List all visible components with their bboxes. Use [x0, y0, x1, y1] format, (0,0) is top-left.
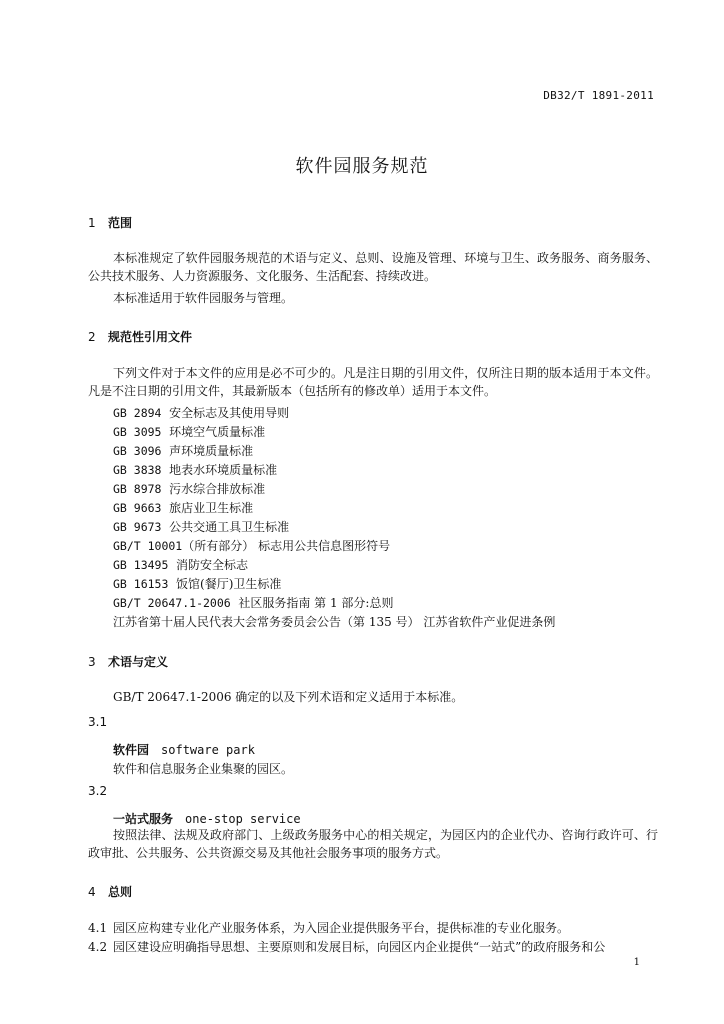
reference-item: GB/T 10001（所有部分） 标志用公共信息图形符号: [113, 539, 391, 553]
reference-item: 江苏省第十届人民代表大会常务委员会公告（第 135 号） 江苏省软件产业促进条例: [113, 615, 556, 629]
section-number: 4: [88, 885, 96, 899]
term-entry: 一站式服务 one-stop service: [113, 812, 301, 826]
reference-item: GB 16153 饭馆(餐厅)卫生标准: [113, 577, 282, 591]
section-3-intro: GB/T 20647.1-2006 确定的以及下列术语和定义适用于本标准。: [113, 690, 464, 704]
section-1-paragraph-1: 本标准规定了软件园服务规范的术语与定义、总则、设施及管理、环境与卫生、政务服务、商务服务、公共技术服务、人力资源服务、文化服务、生活配套、持续改进。: [88, 251, 658, 283]
reference-item: GB 3095 环境空气质量标准: [113, 425, 266, 439]
reference-item: GB 9663 旅店业卫生标准: [113, 501, 254, 515]
section-number: 1: [88, 216, 96, 230]
section-2-heading: [88, 328, 192, 345]
document-title: 软件园服务规范: [295, 156, 429, 177]
reference-item: GB 2894 安全标志及其使用导则: [113, 406, 290, 420]
section-title: 规范性引用文件: [108, 330, 193, 344]
reference-item: GB 13495 消防安全标志: [113, 558, 249, 572]
page-number: 1: [633, 957, 640, 968]
reference-item: GB/T 20647.1-2006 社区服务指南 第 1 部分:总则: [113, 596, 394, 610]
section-number: 3: [88, 655, 96, 669]
section-title: 总则: [108, 885, 133, 899]
standard-code: DB32/T 1891-2011: [543, 89, 654, 102]
clause-item: 4.2 园区建设应明确指导思想、主要原则和发展目标，向园区内企业提供“一站式”的政府服务和公: [88, 940, 606, 954]
clause-item: 4.1 园区应构建专业化产业服务体系，为入园企业提供服务平台，提供标准的专业化服务。: [88, 921, 570, 935]
section-title: 术语与定义: [108, 655, 169, 669]
section-number: 2: [88, 330, 96, 344]
term-definition: 软件和信息服务企业集聚的园区。: [113, 762, 294, 776]
section-title: 范围: [108, 216, 133, 230]
reference-item: GB 3838 地表水环境质量标准: [113, 463, 278, 477]
section-4-heading: [88, 883, 132, 900]
term-entry: 软件园 software park: [113, 743, 255, 757]
section-3-heading: [88, 653, 168, 670]
term-definition: 按照法律、法规及政府部门、上级政务服务中心的相关规定，为园区内的企业代办、咨询行政许可、行政审批、公共服务、公共资源交易及其他社会服务事项的服务方式。: [88, 828, 658, 860]
section-1-paragraph-2: 本标准适用于软件园服务与管理。: [113, 291, 294, 305]
reference-item: GB 3096 声环境质量标准: [113, 444, 254, 458]
section-1-heading: [88, 214, 132, 231]
reference-item: GB 9673 公共交通工具卫生标准: [113, 520, 290, 534]
term-number: 3.2: [88, 784, 108, 798]
reference-item: GB 8978 污水综合排放标准: [113, 482, 266, 496]
term-number: 3.1: [88, 715, 108, 729]
section-2-paragraph: 下列文件对于本文件的应用是必不可少的。凡是注日期的引用文件，仅所注日期的版本适用于本文件。凡是不注日期的引用文件，其最新版本（包括所有的修改单）适用于本文件。: [88, 366, 658, 398]
